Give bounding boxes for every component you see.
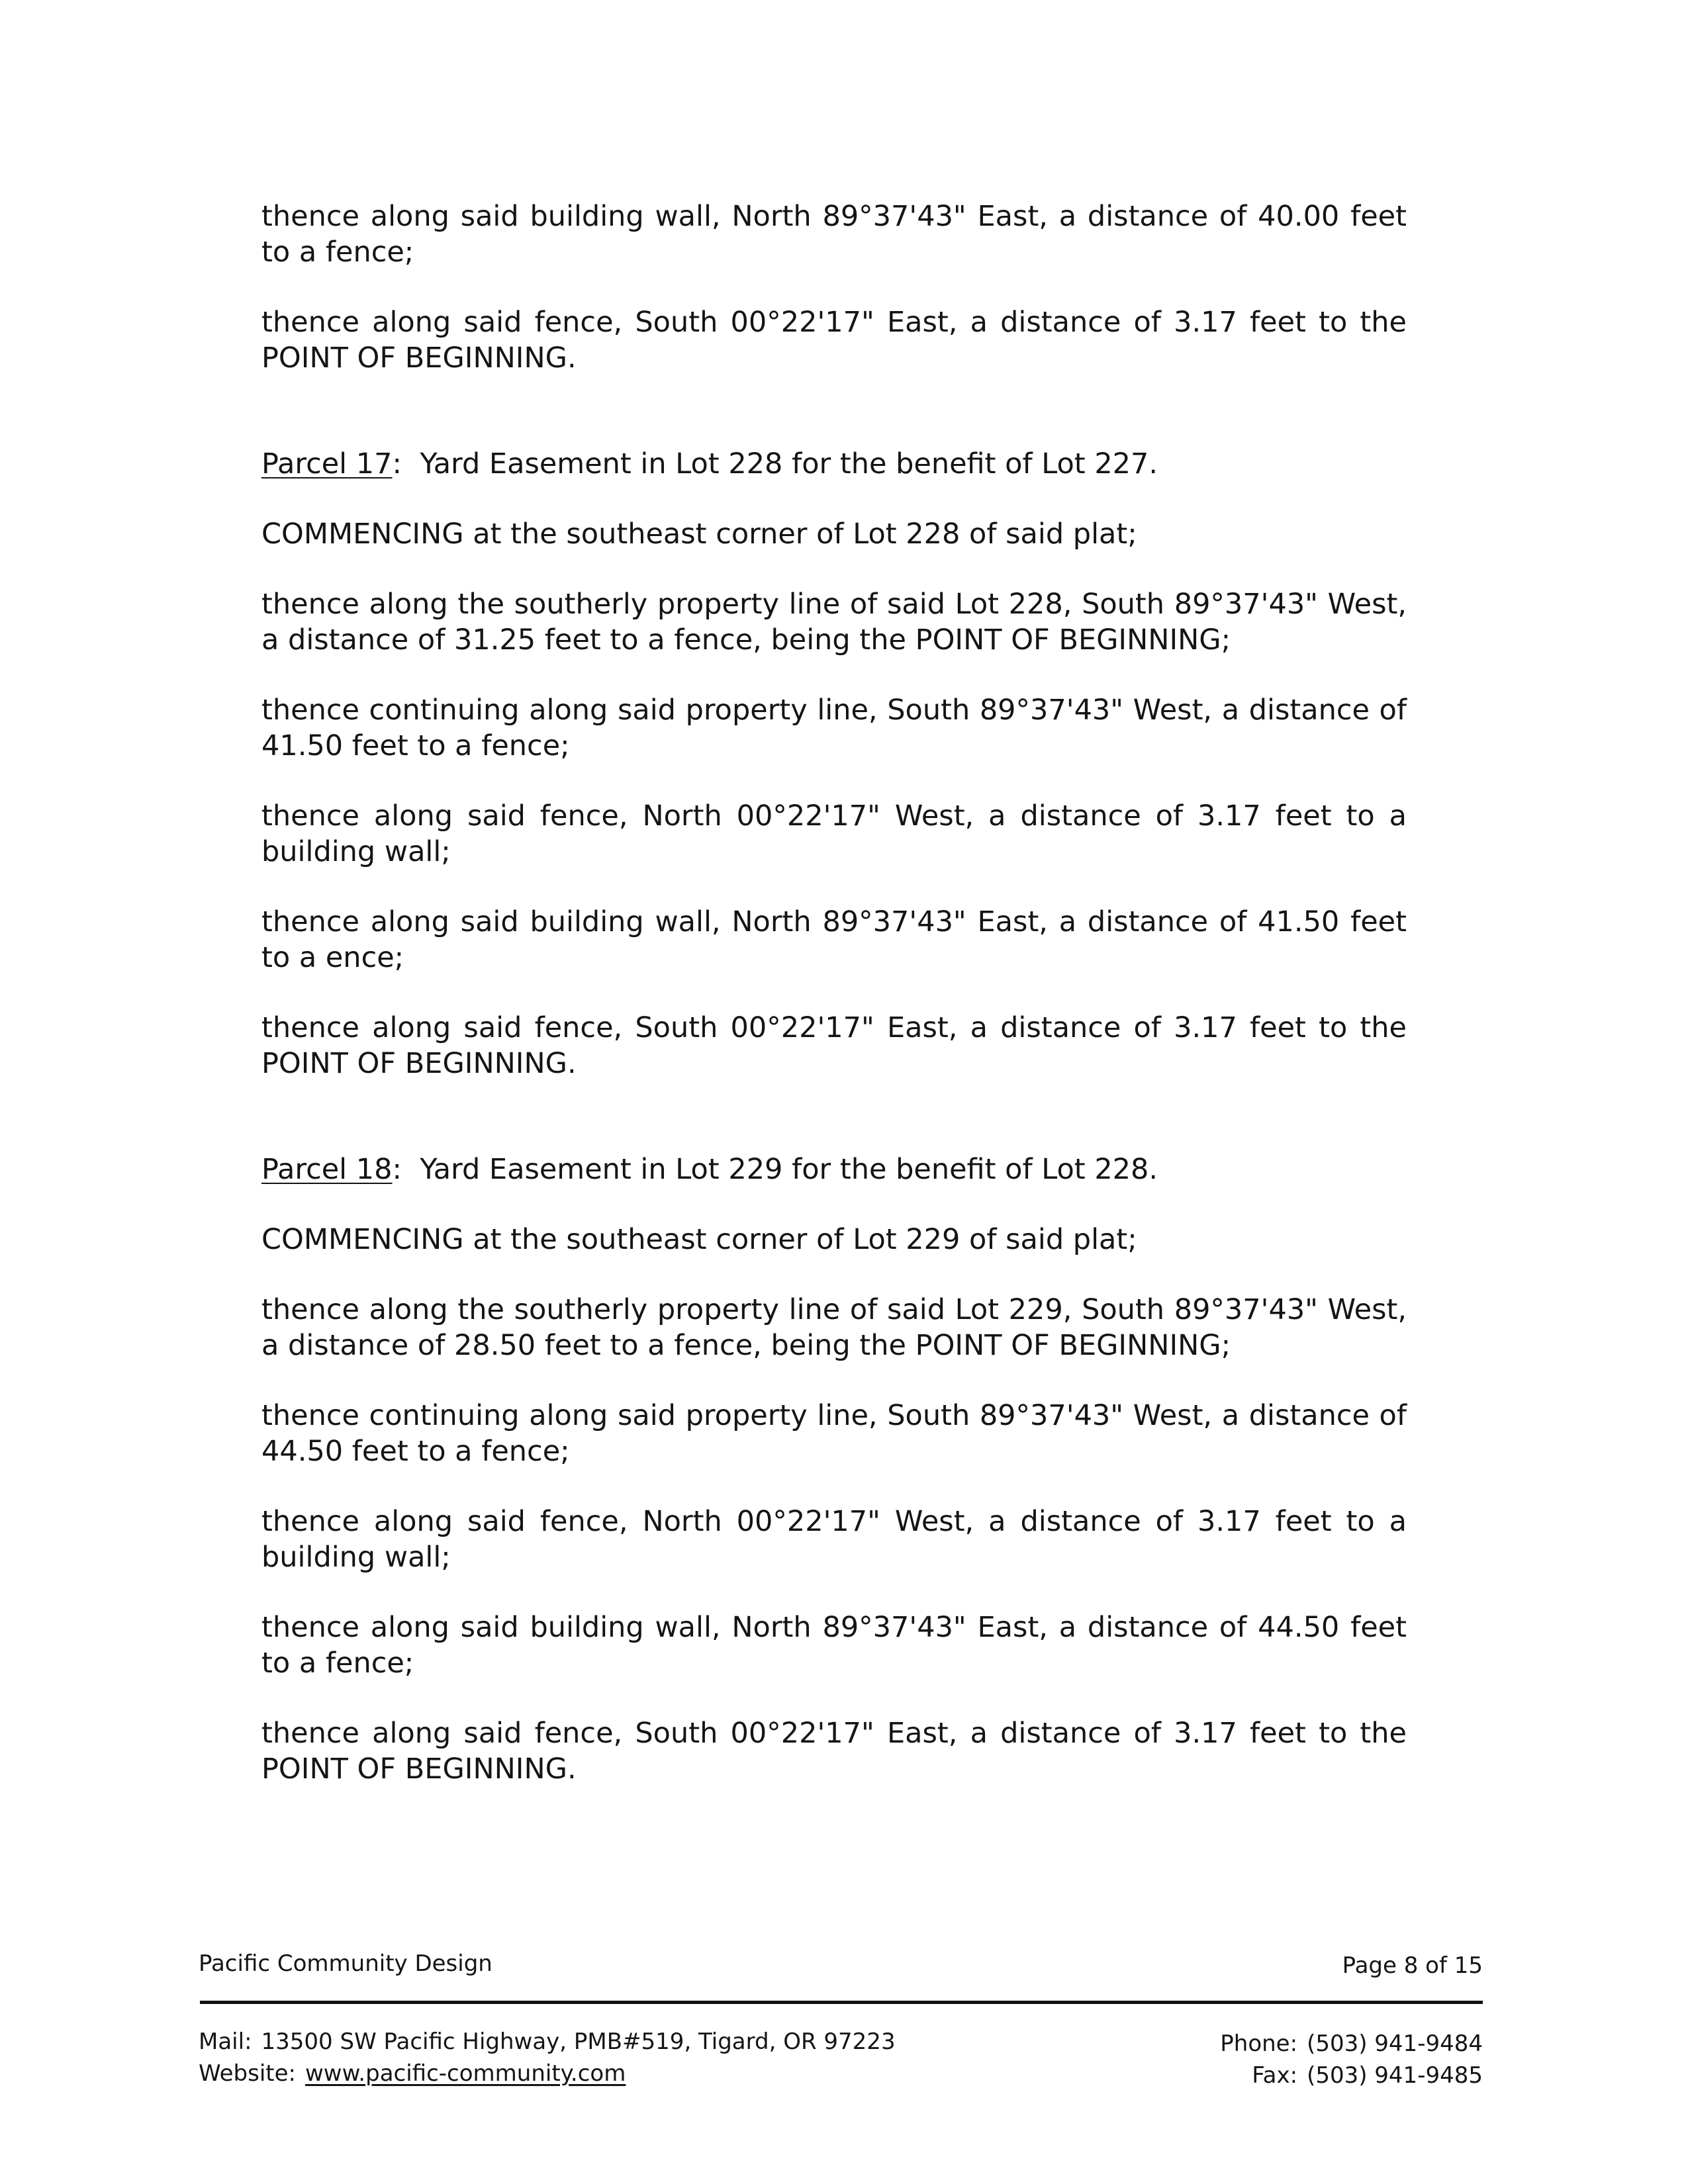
fax-number: (503) 941-9485 xyxy=(1307,2062,1483,2089)
parcel-17-paragraph: thence along the southerly property line of said Lot 228, South 89°37'43" West, a distance of 31.25 feet to a fence, being the POINT OF BEGINNING; xyxy=(261,588,1407,657)
footer-fax xyxy=(1252,2061,1483,2090)
intro-paragraph: thence along said fence, South 00°22'17" East, a distance of 3.17 feet to the POINT OF BEGINNING. xyxy=(261,306,1407,375)
website-label: Website: xyxy=(199,2060,296,2087)
footer-divider xyxy=(200,2001,1483,2004)
parcel-18-heading: Parcel 18: Yard Easement in Lot 229 for the benefit of Lot 228. xyxy=(261,1153,1158,1186)
phone-number: (503) 941-9484 xyxy=(1307,2030,1483,2057)
mail-address: 13500 SW Pacific Highway, PMB#519, Tigard, OR 97223 xyxy=(261,2028,896,2055)
parcel-17-paragraph: thence along said fence, South 00°22'17" East, a distance of 3.17 feet to the POINT OF BEGINNING. xyxy=(261,1011,1407,1080)
parcel-17-heading: Parcel 17: Yard Easement in Lot 228 for the benefit of Lot 227. xyxy=(261,447,1158,480)
parcel-17-paragraph: thence along said fence, North 00°22'17" West, a distance of 3.17 feet to a building wall; xyxy=(261,799,1407,868)
parcel-18-paragraph: thence along said fence, North 00°22'17" West, a distance of 3.17 feet to a building wall; xyxy=(261,1505,1407,1574)
parcel-17-label: Parcel 17 xyxy=(261,447,393,480)
parcel-18-paragraph: thence continuing along said property line, South 89°37'43" West, a distance of 44.50 feet to a fence; xyxy=(261,1399,1407,1468)
parcel-17-paragraph: thence along said building wall, North 89°37'43" East, a distance of 41.50 feet to a ence; xyxy=(261,905,1407,974)
footer-mail xyxy=(199,2027,896,2056)
parcel-17-paragraph: thence continuing along said property line, South 89°37'43" West, a distance of 41.50 feet to a fence; xyxy=(261,694,1407,762)
parcel-18-title: Yard Easement in Lot 229 for the benefit of Lot 228. xyxy=(420,1153,1158,1186)
mail-label: Mail: xyxy=(199,2028,252,2055)
parcel-18-paragraph: thence along said fence, South 00°22'17" East, a distance of 3.17 feet to the POINT OF BEGINNING. xyxy=(261,1717,1407,1786)
parcel-18-paragraph: COMMENCING at the southeast corner of Lot 229 of said plat; xyxy=(261,1223,1137,1256)
footer-company-name: Pacific Community Design xyxy=(199,1950,492,1977)
parcel-17-paragraph: COMMENCING at the southeast corner of Lot 228 of said plat; xyxy=(261,518,1137,551)
phone-label: Phone: xyxy=(1220,2030,1298,2057)
parcel-17-title: Yard Easement in Lot 228 for the benefit of Lot 227. xyxy=(420,447,1158,480)
fax-label: Fax: xyxy=(1252,2062,1298,2089)
parcel-18-label: Parcel 18 xyxy=(261,1153,393,1186)
footer-phone xyxy=(1220,2029,1483,2058)
intro-paragraph: thence along said building wall, North 89°37'43" East, a distance of 40.00 feet to a fence; xyxy=(261,200,1407,269)
page-number: Page 8 of 15 xyxy=(1342,1952,1483,1979)
website-link[interactable]: www.pacific-community.com xyxy=(305,2060,626,2087)
footer-website xyxy=(199,2059,626,2088)
parcel-18-paragraph: thence along the southerly property line of said Lot 229, South 89°37'43" West, a distance of 28.50 feet to a fence, being the POINT OF BEGINNING; xyxy=(261,1293,1407,1362)
parcel-18-paragraph: thence along said building wall, North 89°37'43" East, a distance of 44.50 feet to a fence; xyxy=(261,1611,1407,1680)
